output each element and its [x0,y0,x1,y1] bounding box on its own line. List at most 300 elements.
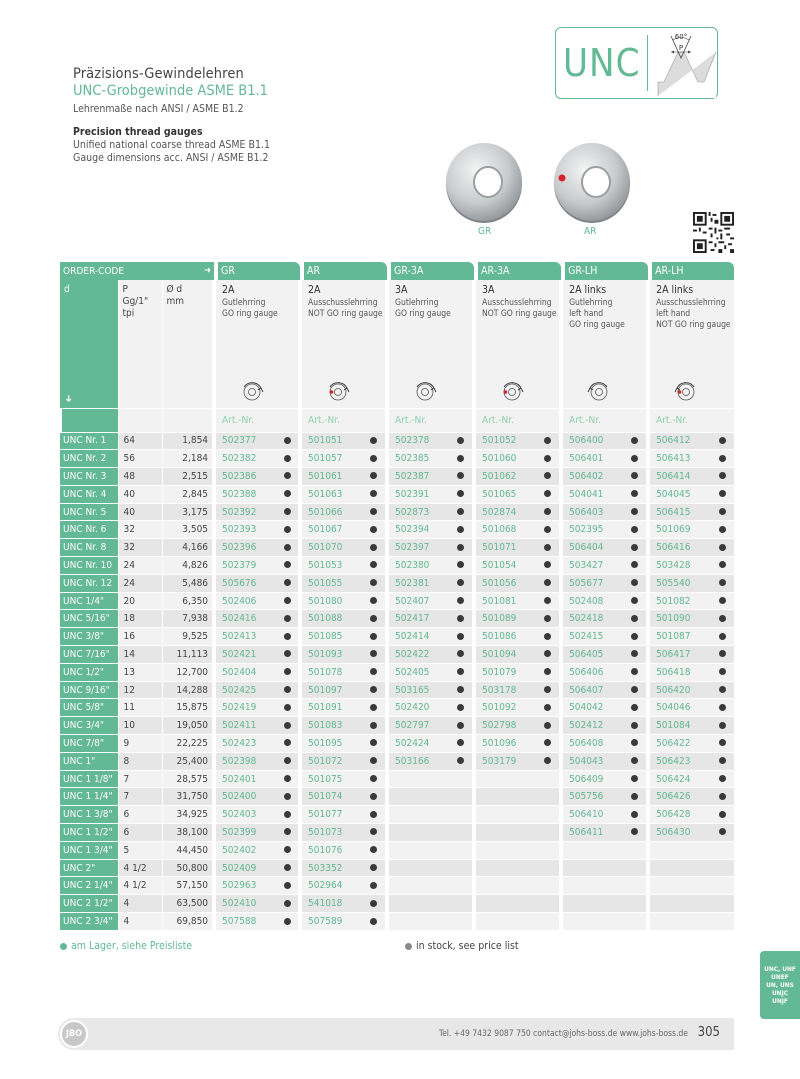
legend-dot-icon [405,943,412,950]
article-number[interactable]: 506402 [561,468,623,486]
article-number[interactable]: 504045 [648,485,710,503]
article-number [648,877,710,895]
thread-diameter: 4,166 [162,539,214,557]
thread-diameter: 44,450 [162,841,214,859]
article-number[interactable]: 501070 [300,539,362,557]
thread-diameter: 3,505 [162,521,214,539]
article-number[interactable]: 502416 [214,610,276,628]
article-number[interactable]: 501051 [300,432,362,450]
article-number[interactable]: 506420 [648,681,710,699]
thread-diameter: 12,700 [162,663,214,681]
in-stock-dot-icon [284,455,291,462]
article-number[interactable]: 502378 [387,432,449,450]
stock-indicator [362,574,387,592]
in-stock-dot-icon [544,490,551,497]
article-number[interactable]: 506414 [648,468,710,486]
article-number[interactable]: 501097 [300,681,362,699]
article-number[interactable]: 502380 [387,557,449,575]
thread-pitch: 11 [118,699,162,717]
article-number [648,841,710,859]
stock-indicator [710,859,734,877]
article-number[interactable]: 502418 [561,610,623,628]
article-number[interactable]: 502409 [214,859,276,877]
article-number[interactable]: 501083 [300,717,362,735]
stock-indicator [710,895,734,913]
in-stock-dot-icon [370,882,377,889]
thread-size: UNC 2 1/2" [60,895,118,913]
group-header-gr [214,262,300,280]
art-no-dot-header [362,408,387,432]
article-number[interactable]: 502381 [387,574,449,592]
article-number[interactable]: 501052 [474,432,536,450]
table-row [60,521,734,539]
article-number[interactable]: 503427 [561,557,623,575]
stock-indicator [276,895,300,913]
article-number[interactable]: 506416 [648,539,710,557]
article-number [387,806,449,824]
in-stock-dot-icon [457,579,464,586]
table-row [60,432,734,450]
article-number[interactable]: 505540 [648,574,710,592]
thread-size: UNC 7/16" [60,646,118,664]
in-stock-dot-icon [457,686,464,693]
article-number[interactable]: 502386 [214,468,276,486]
article-number[interactable]: 501090 [648,610,710,628]
article-number[interactable]: 502396 [214,539,276,557]
thread-pitch: 64 [118,432,162,450]
article-number[interactable]: 541018 [300,895,362,913]
stock-indicator [710,432,734,450]
in-stock-dot-icon [370,597,377,604]
in-stock-dot-icon [631,455,638,462]
stock-indicator [276,628,300,646]
stock-indicator [536,468,561,486]
article-number[interactable]: 501065 [474,485,536,503]
in-stock-dot-icon [457,739,464,746]
stock-indicator [449,895,474,913]
stock-indicator [536,539,561,557]
article-number[interactable]: 506408 [561,735,623,753]
article-number[interactable]: 501066 [300,503,362,521]
article-number[interactable]: 502424 [387,735,449,753]
article-number[interactable]: 504041 [561,485,623,503]
thread-size: UNC 7/8" [60,735,118,753]
article-number[interactable]: 504043 [561,752,623,770]
in-stock-dot-icon [370,704,377,711]
article-number[interactable]: 502414 [387,628,449,646]
stock-indicator [362,806,387,824]
stock-indicator [449,841,474,859]
stock-indicator [710,574,734,592]
article-number[interactable]: 506413 [648,450,710,468]
article-number [474,913,536,931]
article-number[interactable]: 506430 [648,824,710,842]
diameter-header-line2: mm [166,296,185,307]
article-number[interactable]: 502400 [214,788,276,806]
table-row [60,681,734,699]
article-number[interactable]: 502415 [561,628,623,646]
stock-indicator [276,557,300,575]
article-number[interactable]: 502404 [214,663,276,681]
in-stock-dot-icon [284,704,291,711]
article-number[interactable]: 502391 [387,485,449,503]
article-number[interactable]: 501072 [300,752,362,770]
arrow-down-icon: ➜ [62,394,74,402]
stock-indicator [449,877,474,895]
article-number[interactable]: 501062 [474,468,536,486]
article-number[interactable]: 502411 [214,717,276,735]
article-number[interactable]: 501074 [300,788,362,806]
article-number[interactable]: 501067 [300,521,362,539]
stock-indicator [362,646,387,664]
thread-diameter: 7,938 [162,610,214,628]
size-column-label: d [64,284,70,295]
article-number[interactable]: 502423 [214,735,276,753]
article-number[interactable]: 502963 [214,877,276,895]
in-stock-dot-icon [457,490,464,497]
article-number[interactable]: 501080 [300,592,362,610]
ar-ring-image [552,140,632,224]
group-header-gr-3a [387,262,474,280]
article-number[interactable]: 501053 [300,557,362,575]
stock-indicator [362,752,387,770]
article-number[interactable]: 502422 [387,646,449,664]
in-stock-dot-icon [284,650,291,657]
in-stock-dot-icon [457,757,464,764]
article-number[interactable]: 501076 [300,841,362,859]
article-number[interactable]: 502420 [387,699,449,717]
article-number[interactable]: 501069 [648,521,710,539]
thread-pitch: 4 [118,895,162,913]
in-stock-dot-icon [719,437,726,444]
in-stock-dot-icon [370,793,377,800]
table-header-row [60,262,734,280]
article-number[interactable]: 501071 [474,539,536,557]
article-number[interactable]: 502394 [387,521,449,539]
in-stock-dot-icon [631,597,638,604]
article-number[interactable]: 503165 [387,681,449,699]
article-number[interactable]: 502425 [214,681,276,699]
article-number[interactable]: 504042 [561,699,623,717]
stock-indicator [536,788,561,806]
article-number[interactable]: 501063 [300,485,362,503]
group-code-label: AR [304,262,387,280]
badge-divider [647,35,648,91]
in-stock-dot-icon [544,526,551,533]
article-number[interactable]: 506409 [561,770,623,788]
side-tab-line: UNEF [771,973,789,981]
article-number[interactable]: 506406 [561,663,623,681]
pitch-header-line3: tpi [122,308,135,319]
article-number [387,824,449,842]
article-number[interactable]: 505756 [561,788,623,806]
table-row [60,895,734,913]
gauge-table [58,262,734,930]
article-number[interactable]: 502964 [300,877,362,895]
article-number[interactable]: 501068 [474,521,536,539]
table-row [60,913,734,931]
article-number[interactable]: 503428 [648,557,710,575]
in-stock-dot-icon [284,437,291,444]
gauge-class: 2A links [569,284,607,296]
thread-size: UNC Nr. 12 [60,574,118,592]
stock-indicator [449,913,474,931]
article-number[interactable]: 502406 [214,592,276,610]
article-number[interactable]: 503179 [474,752,536,770]
article-number[interactable]: 502417 [387,610,449,628]
article-number[interactable]: 501087 [648,628,710,646]
stock-indicator [276,592,300,610]
thread-diameter: 38,100 [162,824,214,842]
footer-contact[interactable]: Tel. +49 7432 9087 750 contact@johs-boss.de www.johs-boss.de [438,1029,688,1039]
stock-indicator [362,432,387,450]
article-number[interactable]: 501075 [300,770,362,788]
stock-indicator [623,450,648,468]
thread-pitch: 6 [118,806,162,824]
article-number[interactable]: 502874 [474,503,536,521]
stock-indicator [449,432,474,450]
article-number[interactable]: 506401 [561,450,623,468]
article-number[interactable]: 506426 [648,788,710,806]
article-number[interactable]: 501091 [300,699,362,717]
thread-pitch: 20 [118,592,162,610]
article-number[interactable]: 502385 [387,450,449,468]
article-number[interactable]: 506417 [648,646,710,664]
article-number[interactable]: 501055 [300,574,362,592]
in-stock-dot-icon [631,793,638,800]
in-stock-dot-icon [457,650,464,657]
article-number[interactable]: 501082 [648,592,710,610]
article-number[interactable]: 501079 [474,663,536,681]
article-number[interactable]: 502408 [561,592,623,610]
thread-diameter: 2,845 [162,485,214,503]
article-number[interactable]: 504046 [648,699,710,717]
stock-indicator [536,770,561,788]
thread-diameter: 3,175 [162,503,214,521]
article-number[interactable]: 501057 [300,450,362,468]
stock-indicator [710,610,734,628]
thread-pitch: 24 [118,557,162,575]
article-number[interactable]: 501060 [474,450,536,468]
group-code-label: GR-LH [565,262,648,280]
article-number[interactable]: 502377 [214,432,276,450]
article-number[interactable]: 501073 [300,824,362,842]
group-description-gr-lh [561,280,648,408]
article-number[interactable]: 501092 [474,699,536,717]
article-number[interactable]: 501095 [300,735,362,753]
thread-diameter: 63,500 [162,895,214,913]
article-number[interactable]: 502797 [387,717,449,735]
thread-size: UNC 5/16" [60,610,118,628]
article-number[interactable]: 507589 [300,913,362,931]
article-number[interactable]: 506428 [648,806,710,824]
side-tab-line: UNC, UNF [764,965,796,973]
in-stock-dot-icon [631,739,638,746]
in-stock-dot-icon [631,579,638,586]
article-number[interactable]: 502798 [474,717,536,735]
article-number[interactable]: 502419 [214,699,276,717]
side-tab-line: UN, UNS [766,981,794,989]
rotate-left-ring-icon [672,380,706,402]
red-marker-icon [678,390,682,394]
in-stock-dot-icon [370,846,377,853]
article-number[interactable]: 502398 [214,752,276,770]
article-number[interactable]: 502873 [387,503,449,521]
artno-row-spacer [162,408,214,432]
thread-pitch: 7 [118,788,162,806]
article-number[interactable]: 502413 [214,628,276,646]
article-number[interactable]: 502379 [214,557,276,575]
thread-size: UNC Nr. 1 [60,432,118,450]
article-number[interactable]: 501077 [300,806,362,824]
article-number[interactable]: 506405 [561,646,623,664]
thread-diameter: 4,826 [162,557,214,575]
gauge-type-en: NOT GO ring gauge [308,309,383,319]
article-number[interactable]: 502392 [214,503,276,521]
thread-diameter: 31,750 [162,788,214,806]
article-number [561,841,623,859]
article-number[interactable]: 506404 [561,539,623,557]
stock-indicator [710,592,734,610]
article-number[interactable]: 501088 [300,610,362,628]
article-number[interactable]: 506400 [561,432,623,450]
article-number[interactable]: 505676 [214,574,276,592]
in-stock-dot-icon [544,579,551,586]
in-stock-dot-icon [544,633,551,640]
in-stock-dot-icon [284,508,291,515]
article-number[interactable]: 502402 [214,841,276,859]
article-number[interactable]: 501054 [474,557,536,575]
in-stock-dot-icon [370,633,377,640]
stock-indicator [710,824,734,842]
article-number[interactable]: 506422 [648,735,710,753]
thread-pitch: 18 [118,610,162,628]
article-number[interactable]: 505677 [561,574,623,592]
ar-image-label: AR [584,226,597,237]
article-number[interactable]: 502397 [387,539,449,557]
article-number[interactable]: 506407 [561,681,623,699]
article-number[interactable]: 502393 [214,521,276,539]
article-number[interactable]: 506424 [648,770,710,788]
article-number[interactable]: 502403 [214,806,276,824]
article-number[interactable]: 502395 [561,521,623,539]
thread-diameter: 1,854 [162,432,214,450]
article-number[interactable]: 506418 [648,663,710,681]
article-number[interactable]: 501078 [300,663,362,681]
table-row [60,485,734,503]
article-number[interactable]: 501096 [474,735,536,753]
article-number[interactable]: 501081 [474,592,536,610]
thread-pitch: 32 [118,521,162,539]
article-number[interactable]: 501084 [648,717,710,735]
qr-code[interactable] [693,212,734,253]
table-row [60,539,734,557]
stock-indicator [710,770,734,788]
article-number[interactable]: 506412 [648,432,710,450]
stock-indicator [536,877,561,895]
in-stock-dot-icon [370,828,377,835]
article-number[interactable]: 503166 [387,752,449,770]
stock-indicator [276,485,300,503]
article-number[interactable]: 501089 [474,610,536,628]
stock-indicator [449,663,474,681]
in-stock-dot-icon [544,437,551,444]
article-number[interactable]: 501085 [300,628,362,646]
article-number[interactable]: 502412 [561,717,623,735]
article-number[interactable]: 502405 [387,663,449,681]
thread-diameter: 50,800 [162,859,214,877]
stock-indicator [276,468,300,486]
article-number[interactable]: 503352 [300,859,362,877]
in-stock-dot-icon [719,828,726,835]
pitch-label: P [678,44,684,52]
table-row [60,877,734,895]
article-number[interactable]: 502421 [214,646,276,664]
article-number[interactable]: 502388 [214,485,276,503]
in-stock-dot-icon [457,544,464,551]
article-number[interactable]: 501094 [474,646,536,664]
article-number[interactable]: 506411 [561,824,623,842]
in-stock-dot-icon [284,490,291,497]
article-number[interactable]: 501093 [300,646,362,664]
article-number[interactable]: 502407 [387,592,449,610]
stock-indicator [623,895,648,913]
in-stock-dot-icon [719,704,726,711]
article-number[interactable]: 501061 [300,468,362,486]
gauge-class: 2A [308,284,321,296]
thread-pitch: 24 [118,574,162,592]
gauge-type-en: left hand [569,309,604,319]
legend-en-text: in stock, see price list [416,940,519,952]
article-number[interactable]: 502382 [214,450,276,468]
stock-indicator [362,539,387,557]
article-number[interactable]: 506403 [561,503,623,521]
group-description-ar-3a [474,280,561,408]
thread-pitch: 40 [118,503,162,521]
legend-de [60,940,192,952]
table-row [60,699,734,717]
in-stock-dot-icon [370,775,377,782]
article-number[interactable]: 506423 [648,752,710,770]
stock-indicator [623,557,648,575]
article-number[interactable]: 503178 [474,681,536,699]
stock-indicator [449,681,474,699]
thread-size: UNC Nr. 2 [60,450,118,468]
stock-indicator [449,824,474,842]
stock-indicator [623,432,648,450]
stock-indicator [276,877,300,895]
article-number[interactable]: 502401 [214,770,276,788]
article-number[interactable]: 506410 [561,806,623,824]
article-number[interactable]: 502387 [387,468,449,486]
diameter-header-line1: Ø d [166,284,183,295]
article-number [474,806,536,824]
stock-indicator [276,432,300,450]
thread-diameter: 34,925 [162,806,214,824]
article-number[interactable]: 501056 [474,574,536,592]
in-stock-dot-icon [284,722,291,729]
side-tab-line: UNJC [771,989,789,997]
article-number[interactable]: 502410 [214,895,276,913]
article-number[interactable]: 501086 [474,628,536,646]
article-number[interactable]: 506415 [648,503,710,521]
in-stock-dot-icon [284,918,291,925]
article-number[interactable]: 502399 [214,824,276,842]
thread-size: UNC Nr. 4 [60,485,118,503]
legend-de-text: am Lager, siehe Preisliste [71,940,193,952]
side-tab[interactable] [760,951,800,1019]
article-number[interactable]: 507588 [214,913,276,931]
